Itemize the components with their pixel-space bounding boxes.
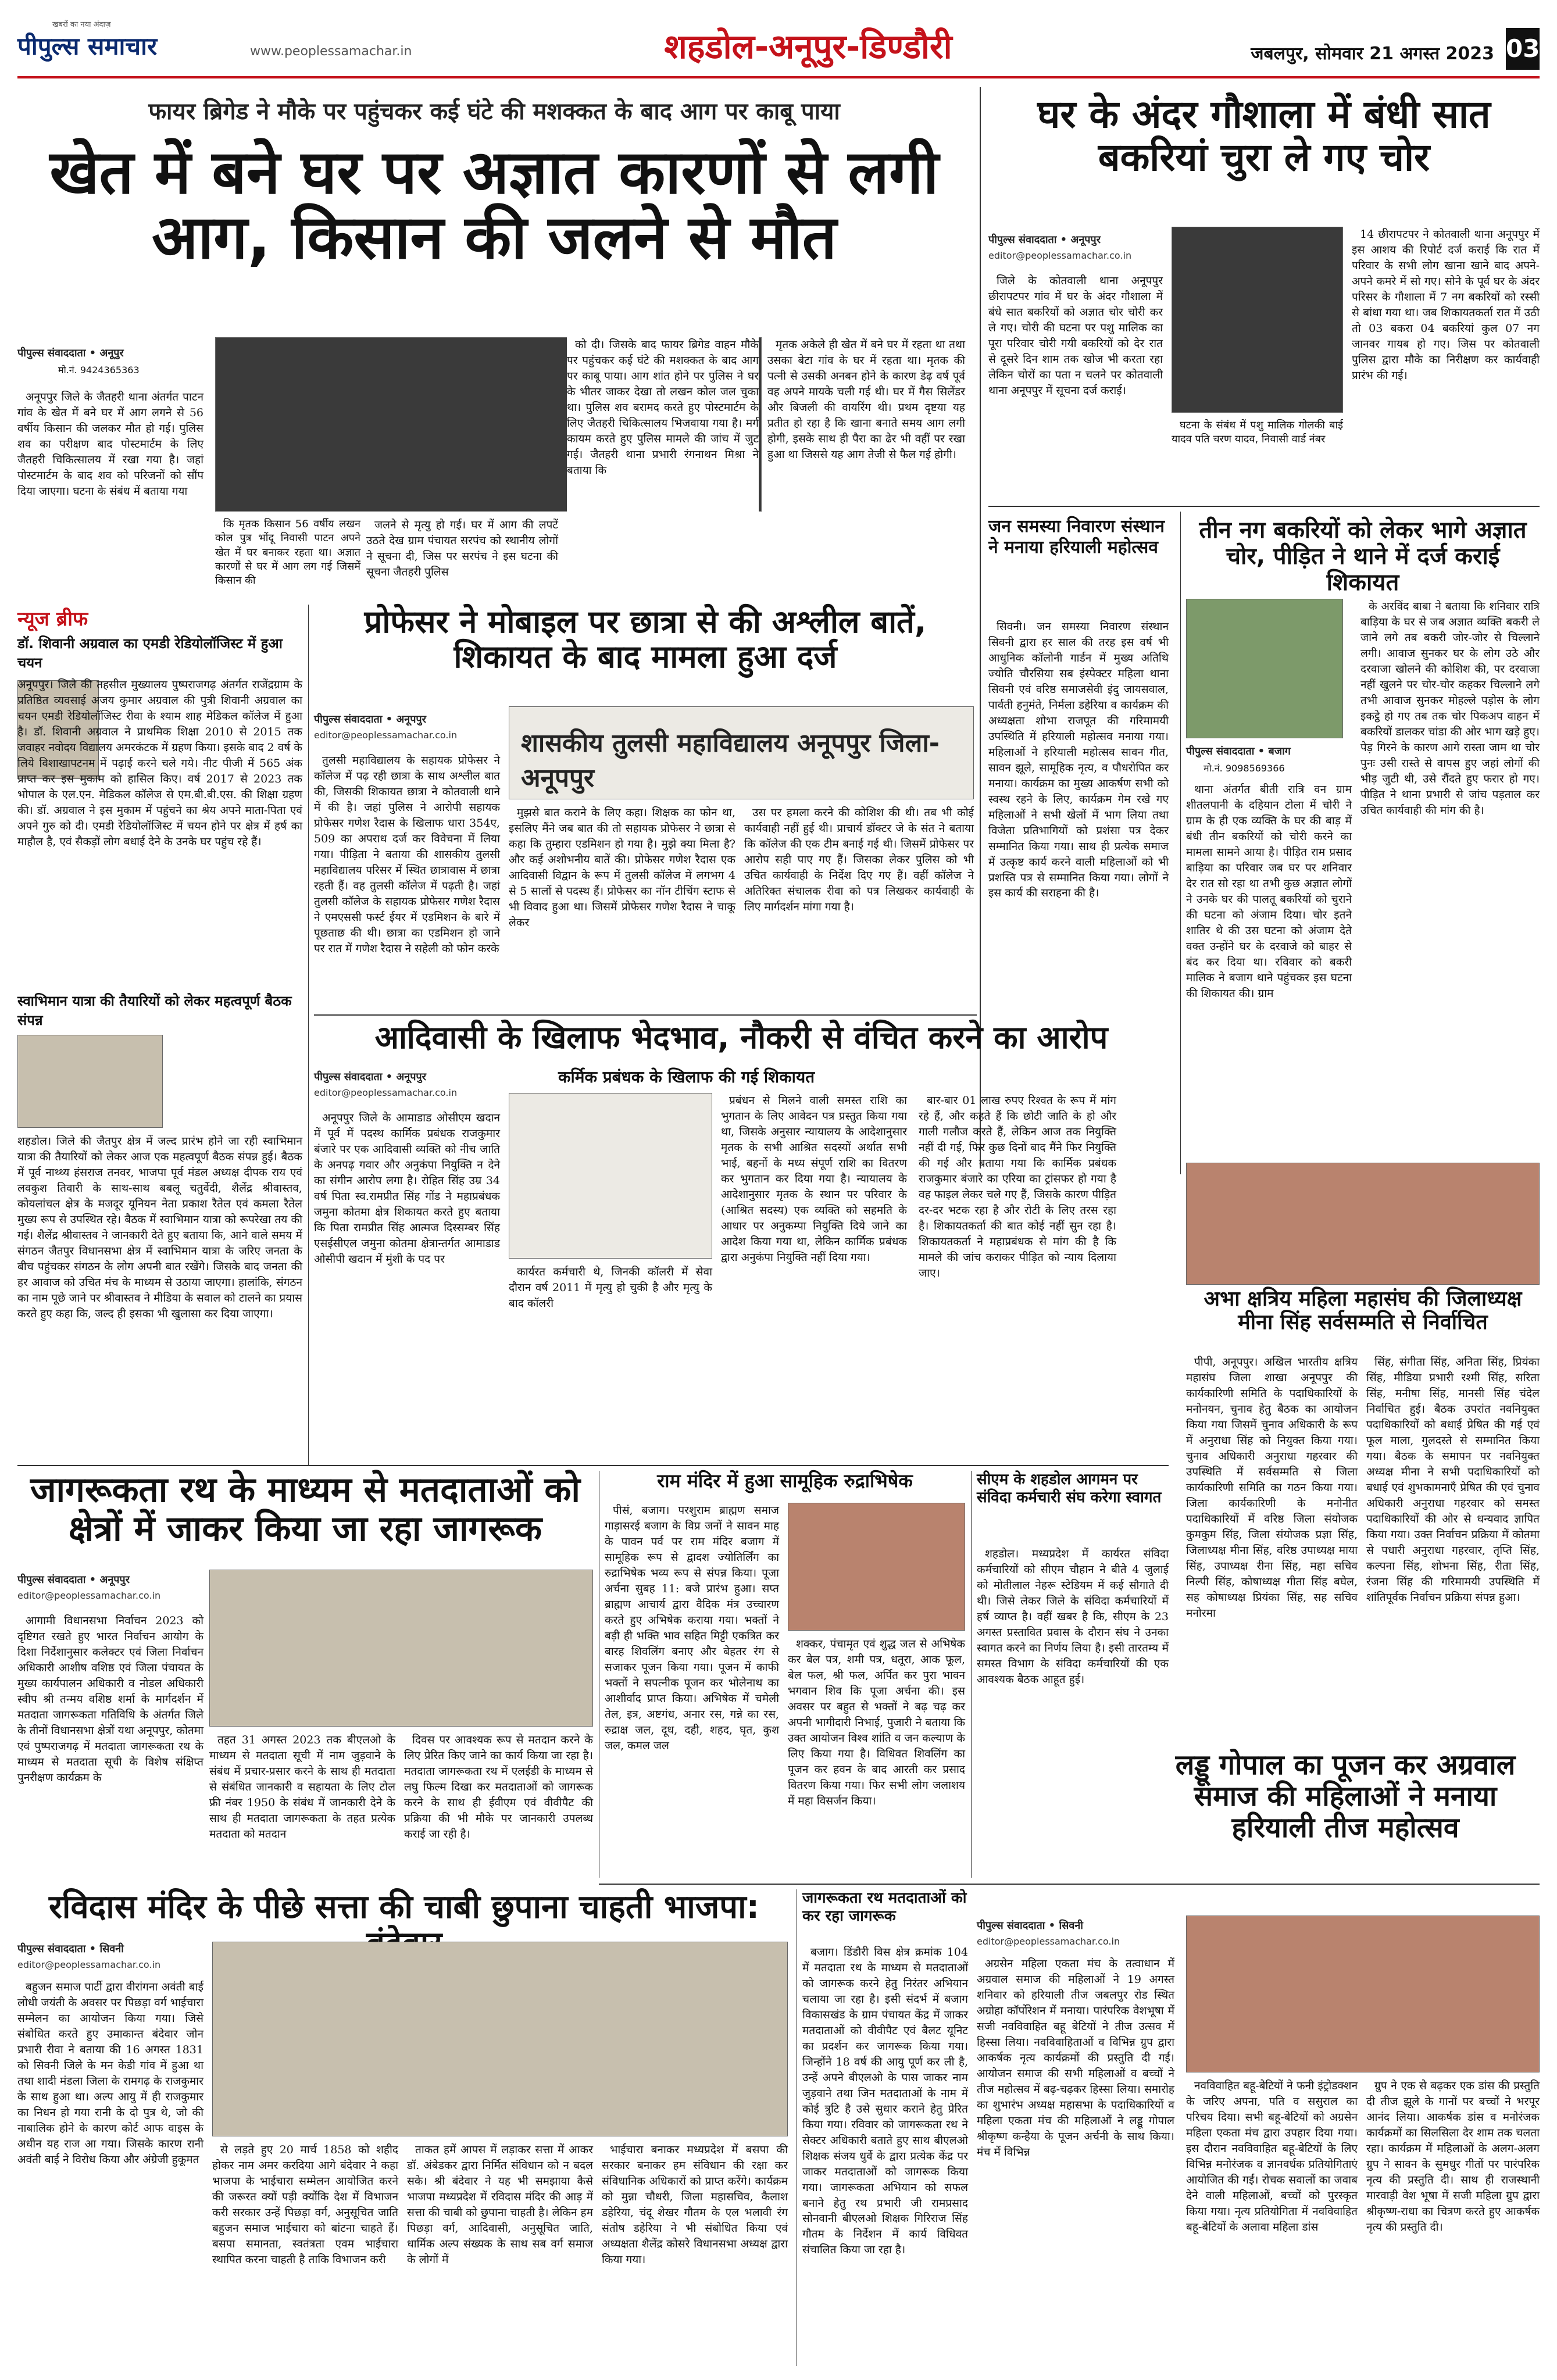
story1-col3: को दी। जिसके बाद फायर ब्रिगेड वाहन मौके पर पहुंचकर कई घंटे की मशक्कत के बाद आग पर काबू पाया। आग शांत होने पर पुलिस ने घर के भीतर जाकर देखा तो लखन कोल जल चुका था। पुलिस शव बरामद करते हुए पोस्टमार्टम के लिए जैतहरी चिकित्सालय भिजवाया गया है। मर्ग कायम करते हुए पुलिस मामले की जांच में जुट गई। जैतहरी थाना प्रभारी रंगनाथन मिश्रा ने बताया कि	[567, 337, 759, 587]
story6-col3: बार-बार 01 लाख रुपए रिश्वत के रूप में मांग रहे हैं, और कहते हैं कि छोटी जाति के हो और गाली गलौज करते हैं, लेकिन आज तक नियुक्ति नहीं दी गई, फिर कुछ दिनों बाद मैंने फिर नियुक्ति की गई और बताया गया कि कार्मिक प्रबंधक राजकुमार बंजारे का एरिया का ट्रांसफर हो गया है वह फाइल लेकर चले गए हैं, जिसके कारण पीड़ित दर-दर भटक रहा है और रोटी के लिए तरस रहा है। शिकायतकर्ता की बात कोई नहीं सुन रहा है। शिकायतकर्ता ने महाप्रबंधक से मांग की है कि मामले की जांच कराकर पीड़ित को न्याय दिलाया जाए।	[919, 1094, 1116, 1280]
news-brief	[17, 605, 302, 1465]
story13-headline: जागरूकता रथ मतदाताओं को कर रहा जागरूक	[802, 1889, 967, 1925]
story7-col1: पीपी, अनूपपुर। अखिल भारतीय क्षत्रिय महासंघ जिला शाखा अनूपपुर की कार्यकारिणी समिति के पदाधिकारियों के मनोनयन, चुनाव हेतु बैठक का आयोजन किया गया जिसमें चुनाव अधिकारी के रूप में अनुराधा सिंह को नियुक्त किया गया। चुनाव अधिकारी अनुराधा गहरवार की उपस्थिति में सर्वसम्मति से जिला कार्यकारिणी समिति का गठन किया गया। जिला कार्यकारिणी के मनोनीत पदाधिकारियों में वरिष्ठ जिला संयोजक कुमकुम सिंह, जिला संयोजक प्रज्ञा सिंह, जिलाध्यक्ष मीना सिंह, वरिष्ठ उपाध्यक्ष माया सिंह, उपाध्यक्ष रीना सिंह, महा सचिव निल्पी सिंह, कोषाध्यक्ष गीता सिंह बघेल, सह कोषाध्यक्ष प्रियंका सिंह, सह सचिव मनोरमा	[1186, 1356, 1358, 1620]
story7-col2: सिंह, संगीता सिंह, अनिता सिंह, प्रियंका सिंह, मीडिया प्रभारी रश्मी सिंह, सरिता सिंह, मनीषा सिंह, मानसी सिंह चंदेल निर्वाचित हुई। बैठक उपरांत नवनियुक्त पदाधिकारियों को बधाई प्रेषित की गई एवं फूल माला, गुलदस्ते से सम्मानित किया गया। बैठक के समापन पर नवनियुक्त अध्यक्ष मीना ने सभी पदाधिकारियों को बधाई एवं शुभकामनाएँ प्रेषित की एवं चुनाव अधिकारी अनुराधा गहरवार को समस्त पदाधिकारियों की ओर से धन्यवाद ज्ञापित किया गया। उक्त निर्वाचन प्रक्रिया में कोतमा से पधारी अनुराधा गहरवार, तृप्ति सिंह, कल्पना सिंह, शोभना सिंह, रीता सिंह, रंजना सिंह की गरिमामयी उपस्थिति में शांतिपूर्वक निर्वाचन प्रक्रिया संपन्न हुआ।	[1366, 1356, 1540, 1604]
story8-email: editor@peoplessamachar.co.in	[17, 1590, 161, 1601]
story11-col3: ग्रुप ने एक से बढ़कर एक डांस की प्रस्तुति दी तीज झूले के गानों पर बच्चों ने भरपूर आनंद लिया। आकर्षक डांस व मनोरंजक कार्यक्रमों का सिलसिला देर शाम तक चलता रहा। कार्यक्रम में महिलाओं के अलग-अलग ग्रुप ने सावन के सुमधुर गीतों पर पारंपरिक नृत्य की प्रस्तुति दी। साथ ही राजस्थानी मारवाड़ी वेश भूषा में सजी महिला ग्रुप द्वारा श्रीकृष्ण-राधा का चित्रण करते हुए आकर्षक नृत्य की प्रस्तुति दी।	[1366, 2079, 1540, 2234]
story8-col3: दिवस पर आवश्यक रूप से मतदान करने के लिए प्रेरित किए जाने का कार्य किया जा रहा है। मतदाता जागरूकता रथ में एलईडी के माध्यम से लघु फिल्म दिखा कर मतदाताओं को जागरूक करने के साथ ही ईवीएम एवं वीवीपैट की प्रक्रिया की भी मौके पर जानकारी उपलब्ध कराई जा रही है।	[404, 1734, 593, 1841]
story12-col3: ताकत हमें आपस में लड़ाकर सत्ता में आकर डॉ. अंबेडकर द्वारा निर्मित संविधान को न बदल सके। श्री बंदेवार ने यह भी समझाया कैसे भाजपा मध्यप्रदेश में रविदास मंदिर की आड़ में सत्ता की चाबी को छुपाना चाहती है। लेकिन हम पिछड़ा वर्ग, आदिवासी, अनुसूचित जाति, धार्मिक अल्प संख्यक के साथ सब वर्ग समाज के लोगों में	[407, 2143, 593, 2266]
story11-col1: अग्रसेन महिला एकता मंच के तत्वाधान में अग्रवाल समाज की महिलाओं ने 19 अगस्त शनिवार को हरियाली तीज जबलपुर रोड स्थित अग्रोहा कॉर्पोरेशन में मनाया। पारंपरिक वेशभूषा में सजी नवविवाहित बहू बेटियों ने तीज उत्सव में हिस्सा लिया। नवविवाहिताओं व विभिन्न ग्रुप द्वारा आकर्षक नृत्य कार्यक्रमों की प्रस्तुति दी गई। आयोजन समाज की सभी महिलाओं व बच्चों ने तीज महोत्सव में बढ़-चढ़कर हिस्सा लिया। समारोह का शुभारंभ अध्यक्ष महासभा के पदाधिकारियों व महिला एकता मंच की महिलाओं ने लड्डू गोपाल श्रीकृष्ण कन्हैया के पूजन अर्चनी के साथ किया। मंच में विभिन्न	[977, 1957, 1174, 2159]
story11-email: editor@peoplessamachar.co.in	[977, 1936, 1120, 1947]
story1-contact: मो.नं. 9424365363	[58, 364, 140, 376]
story-teej	[977, 1750, 1540, 2366]
story8-col2: तहत 31 अगस्त 2023 तक बीएलओ के माध्यम से मतदाता सूची में नाम जुड़वाने के संबंध में प्रचार-प्रसार करने के साथ ही मतदाता से संबंधित जानकारी व सहायता के लिए टोल फ्री नंबर 1950 के संबंध में जानकारी देने के साथ ही मतदाता जागरूकता के तहत प्रत्येक मतदाता को मतदान	[209, 1734, 395, 1841]
story-rath-bajag	[802, 1889, 971, 2366]
story12-byline: पीपुल्स संवाददाता • सिवनी	[17, 1943, 124, 1955]
story2-email: editor@peoplessamachar.co.in	[988, 250, 1132, 261]
story9-headline: राम मंदिर में हुआ सामूहिक रुद्राभिषेक	[657, 1470, 913, 1492]
story2-body2: 14 छीरापटपर ने कोतवाली थाना अनूपपुर में इस आशय की रिपोर्ट दर्ज कराई कि रात में परिवार के सभी लोग खाना खाने बाद अपने-अपने कमरे में सो गए। सोने के पूर्व घर के अंदर परिसर के गौशाला में 7 नग बकरियों को रस्सी से बांधा गया था। जब शिकायतकर्ता रात में उठी तो 03 बकरा 04 बकरियां कुल 07 नग जानवर गायब हो गए। जिस पर कोतवाली पुलिस द्वारा मौके का निरीक्षण कर कार्यवाही प्रारंभ की गई।	[1352, 228, 1540, 382]
story11-col2: नवविवाहित बहू-बेटियों ने फनी इंट्रोडक्शन के जरिए अपना, पति व ससुराल का परिचय दिया। सभी बहू-बेटियों को अग्रसेन महिला एकता मंच द्वारा उपहार दिया गया। इस दौरान नवविवाहित बहू-बेटियों के लिए विभिन्न मनोरंजक व ज्ञानवर्धक प्रतियोगिताएं आयोजित की गईं। रोचक सवालों का जवाब देने वाली महिलाओं, बच्चों को पुरस्कृत किया गया। नृत्य प्रतियोगिता में नवविवाहित बहू-बेटियों के अलावा महिला डांस	[1186, 2079, 1358, 2234]
story12-col1: बहुजन समाज पार्टी द्वारा वीरांगना अवंती बाई लोधी जयंती के अवसर पर पिछड़ा वर्ग भाईचारा सम्मेलन का आयोजन किया गया। जिसे संबोधित करते हुए उमाकान्त बंदेवार जोन प्रभारी रीवा ने बताया की 16 अगस्त 1831 को सिवनी जिले के मन केडी गांव में हुआ था तथा शादी मंडला जिला के रामगढ़ के राजकुमार के साथ हुआ था। अल्प आयु में ही राजकुमार का निधन हो गया रानी के दो पुत्र थे, जो की नाबालिक होने के कारण कोर्ट आफ वाइस के अधीन यह राज आ गया। जिसके कारण रानी अवंती बाई ने विरोध किया और अंग्रेजी हुकूमत	[17, 1981, 203, 2166]
story6-email: editor@peoplessamachar.co.in	[314, 1087, 458, 1098]
story5-col3: उस पर हमला करने की कोशिश की थी। तब भी कोई कार्यवाही नहीं हुई थी। प्राचार्य डॉक्टर जे के संत ने बताया कि कॉलेज की एक टीम बनाई गई थी। जिसमें प्रोफेसर पर आरोप सही पाए गए हैं। जिसका लेकर पुलिस को भी उचित कार्यवाही के निर्देश दिए गए हैं। वहीं कॉलेज ने अतिरिक्त संचालक रीवा को पत्र लिखकर कार्यवाही के लिए मार्गदर्शन मांगा गया है।	[744, 806, 974, 913]
story-awareness-rath	[17, 1471, 593, 1878]
brief-item1-head: डॉ. शिवानी अग्रवाल का एमडी रेडियोलॉजिस्ट में हुआ चयन	[17, 635, 283, 671]
story-ravidas	[17, 1889, 791, 2366]
masthead	[17, 20, 1540, 78]
story5-col2: मुझसे बात कराने के लिए कहा। शिक्षक का फोन था, इसलिए मैंने जब बात की तो सहायक प्रोफेसर ने छात्रा से कहा कि तुम्हारा एडमिशन हो गया है। मुझे क्या मिला है? और कई अशोभनीय बातें की। प्रोफेसर गणेश रैदास एक आदिवासी विद्वान के रूप में तुलसी कॉलेज में लगभग 4 से 5 सालों से पदस्थ हैं। प्रोफेसर का नॉन टीचिंग स्टाफ से भी विवाद हुआ था। जिसमें प्रोफेसर गणेश रैदास ने चाकू लेकर	[509, 806, 735, 929]
story8-headline: जागरूकता रथ के माध्यम से मतदाताओं को क्षेत्रों में जाकर किया जा रहा जागरूक	[30, 1470, 580, 1550]
story6-byline: पीपुल्स संवाददाता • अनूपपुर	[314, 1071, 427, 1083]
story10-body: शहडोल। मध्यप्रदेश में कार्यरत संविदा कर्मचारियों को सीएम चौहान ने बीते 4 जुलाई को मोतीलाल नेहरू स्टेडियम में कई सौगाते दी थी। जिसे लेकर जिले के संविदा कर्मचारियों में हर्ष व्याप्त है। वहीं खबर है कि, सीएम के 23 अगस्त प्रस्तावित प्रवास के दौरान संघ ने उनका स्वागत करने का निर्णय लिया है। इसी तारतम्य में समस्त विभाग के संविदा कर्मचारियों की एक आवश्यक बैठक आहूत हुई।	[977, 1548, 1169, 1686]
story-ram-mandir	[605, 1471, 965, 1878]
brand-name: पीपुल्स समाचार	[17, 32, 158, 60]
story6-photo	[509, 1093, 712, 1259]
story5-byline: पीपुल्स संवाददाता • अनूपपुर	[314, 713, 427, 726]
story12-email: editor@peoplessamachar.co.in	[17, 1959, 161, 1970]
story6-caption: कार्यरत कर्मचारी थे, जिनकी कॉलरी में सेवा दौरान वर्ष 2011 में मृत्यु हो चुकी है और मृत्यु के बाद कॉलरी	[509, 1266, 712, 1310]
story4-photo	[1186, 599, 1343, 738]
story12-photo	[212, 1942, 788, 2136]
story4-col2: के अरविंद बाबा ने बताया कि शनिवार रात्रि बाड़िया के घर से जब अज्ञात व्यक्ति बकरी ले जाने लगे तब बकरी जोर-जोर से चिल्लाने लगी। आवाज सुनकर घर के लोग उठे और दरवाजा खोलने की कोशिश की, पर दरवाजा नहीं खुलने पर चोर-चोर कहकर चिल्लाने लगे तभी आवाज सुनकर मोहल्ले पड़ोस के लोग इकट्ठे हो गए तब तक चोर पिकअप वाहन में बकरियों डालकर चांडा की ओर भाग खड़े हुए। पेड़ गिरने के कारण आगे रास्ता जाम था चोर पुनः उसी रास्ते से वापस हुए जहां लोगों की भीड़ जुटी थी, उसे रौंदते हुए फरार हो गए। पीड़ित ने थाना प्रभारी से जांच पड़ताल कर उचित कार्यवाही की मांग की है।	[1360, 600, 1540, 817]
story-adivasi	[314, 1020, 1169, 1456]
story4-byline: पीपुल्स संवाददाता • बजाग	[1186, 745, 1291, 757]
story-fire	[17, 87, 971, 593]
brief-item2-photo	[17, 1035, 163, 1128]
story5-photo	[509, 706, 974, 799]
story7-headline: अभा क्षत्रिय महिला महासंघ की जिलाध्यक्ष मीना सिंह सर्वसम्मति से निर्वाचित	[1204, 1287, 1522, 1335]
dateline: जबलपुर, सोमवार 21 अगस्त 2023	[1251, 44, 1494, 64]
story5-col1: तुलसी महाविद्यालय के सहायक प्रोफेसर ने कॉलेज में पढ़ रही छात्रा के साथ अश्लील बात की, जिसकी शिकायत छात्रा ने कोतवाली थाने में की है। जहां पुलिस ने आरोपी सहायक प्रोफेसर गणेश रैदास के खिलाफ धारा 354ए, 509 का अपराध दर्ज कर विवेचना में लिया गया। पीड़िता ने बताया की शासकीय तुलसी महाविद्यालय परिसर में स्थित छात्रावास में छात्रा रहती हैं। वह तुलसी कॉलेज में पढ़ती है। जहां तुलसी कॉलेज के सहायक प्रोफेसर गणेश रैदास ने एमएससी फर्स्ट ईयर में एडमिशन के बारे में पूछताछ की थी। छात्रा का एडमिशन हो जाने पर रात में गणेश रैदास ने सहेली को फोन करके	[314, 754, 501, 955]
story12-col2: से लड़ते हुए 20 मार्च 1858 को शहीद होकर नाम अमर करदिया आगे बंदेवार ने कहा भाजपा के भाईचारा सम्मेलन आयोजित करने की जरूरत क्यों पड़ी क्योंकि देश में विभाजन करी सरकार उन्हें पिछड़ा वर्ग, अनुसूचित जाति बहुजन समाज भाईचारा को बांटना चाहते हैं। बसपा समानता, स्वतंत्रता एवम भाईचारा स्थापित करना चाहती है ताकि विभाजन करी	[212, 2143, 398, 2266]
story3-headline: जन समस्या निवारण संस्थान ने मनाया हरियाली महोत्सव	[988, 516, 1165, 558]
story9-photo	[788, 1503, 965, 1631]
page-number: 03	[1506, 28, 1540, 70]
story10-headline: सीएम के शहडोल आगमन पर संविदा कर्मचारी संघ करेगा स्वागत	[977, 1471, 1162, 1507]
story11-headline: लड्डू गोपाल का पूजन कर अग्रवाल समाज की महिलाओं ने मनाया हरियाली तीज महोत्सव	[1175, 1749, 1516, 1844]
story8-byline: पीपुल्स संवाददाता • अनूपपुर	[17, 1574, 130, 1586]
story6-col1: अनूपपुर जिले के आमाडाड ओसीएम खदान में पूर्व में पदस्थ कार्मिक प्रबंधक राजकुमार बंजारे पर एक आदिवासी व्यक्ति को नीच जाति के अनपढ़ गवार और अनुकंपा नियुक्ति न देने का संगीन आरोप लगा है। रोहित सिंह उम्र 34 वर्ष पिता स्व.रामप्रीत सिंह गोंड ने महाप्रबंधक जमुना कोतमा क्षेत्र शिकायत करते हुए बताया कि पिता रामप्रीत सिंह आत्मज दिस्सम्बर सिंह एसईसीएल जमुना कोतमा क्षेत्रान्तर्गत आमाडाड ओसीपी खदान में मुंशी के पद पर	[314, 1112, 500, 1266]
story6-headline: आदिवासी के खिलाफ भेदभाव, नौकरी से वंचित करने का आरोप	[374, 1019, 1108, 1056]
brand-tagline: खबरों का नया अंदाज़	[52, 20, 111, 29]
story-goats-stolen	[988, 87, 1540, 500]
brand-logo	[17, 20, 209, 64]
story6-subhead: कर्मिक प्रबंधक के खिलाफ की गई शिकायत	[558, 1067, 815, 1087]
story-three-goats	[1186, 512, 1540, 1157]
story5-headline: प्रोफेसर ने मोबाइल पर छात्रा से की अश्लील बातें, शिकायत के बाद मामला हुआ दर्ज	[364, 603, 927, 676]
story12-col4: भाईचारा बनाकर मध्यप्रदेश में बसपा की सरकार बनाकर हम संविधान की रक्षा कर संविधानिक अधिकारों को प्राप्त करेंगे। कार्यक्रम को मुन्ना चौधरी, जिला महासचिव, कैलाश डहेरिया, चंदू शेखर गौतम के एल भलावी रंग संतोष डहेरिया ने भी संबोधित किया एवं अध्यक्षता शैलेंद्र कोसरे विधानसभा अध्यक्ष द्वारा किया गया।	[602, 2143, 788, 2266]
story8-photo	[209, 1570, 593, 1727]
story8-col1: आगामी विधानसभा निर्वाचन 2023 को दृष्टिगत रखते हुए भारत निर्वाचन आयोग के दिशा निर्देशानुसार कलेक्टर एवं जिला निर्वाचन अधिकारी आशीष वशिष्ठ एवं जिला पंचायत के मुख्य कार्यपालन अधिकारी व नोडल अधिकारी स्वीप श्री तन्मय वशिष्ठ शर्मा के मार्गदर्शन में मतदाता जागरूकता गतिविधि के अंतर्गत जिले के तीनों विधानसभा क्षेत्रों यथा अनूपपुर, कोतमा एवं पुष्पराजगढ़ में मतदाता जागरूकता रथ के माध्यम से मतदाता सूची के विशेष संक्षिप्त पुनरीक्षण कार्यक्रम के	[17, 1614, 204, 1784]
story5-email: editor@peoplessamachar.co.in	[314, 730, 458, 741]
story-kshatriya	[1186, 1163, 1540, 1744]
story1-caption: कि मृतक किसान 56 वर्षीय लखन कोल पुत्र भोंदू निवासी पाटन अपने खेत में घर बनाकर रहता था। अज्ञात कारणों से घर में आग लग गई जिसमें किसान की	[215, 518, 360, 587]
brief-item2-body: शहडोल। जिले की जैतपुर क्षेत्र में जल्द प्रारंभ होने जा रही स्वाभिमान यात्रा की तैयारियों को लेकर आज एक महत्वपूर्ण बैठक संपन्न हुई। बैठक में पूर्व नाथ्थ्य हंसराज तनवर, भाजपा पूर्व मंडल अध्यक्ष दीपक राय एवं लवकुश तिवारी के साथ-साथ बबलू चतुर्वेदी, शैलेंद्र श्रीवास्तव, कोयलांचल क्षेत्र के मजदूर यूनियन नेता प्रकाश रैतेल एवं कमला रैतेल मुख्य रूप से उपस्थित रहे। बैठक में स्वाभिमान यात्रा को रूपरेखा तय की गई। शैलेंद्र श्रीवास्तव ने जानकारी देते हुए बताया कि, आने वाले समय में संगठन जैतपुर विधानसभा क्षेत्र में स्वाभिमान यात्रा के जरिए जनता के बीच पहुंचकर संगठन के लोग अपनी बात रखेंगे। जिसके बाद जनता की हर आवाज को उचित मंच के माध्यम से उठाया जाएगा। हालांकि, संगठन का नाम पूछे जाने पर श्रीवास्तव ने मीडिया के सवाल को टालने का प्रयास करते हुए कहा कि, जल्द ही इसका भी खुलासा कर दिया जाएगा।	[17, 1135, 302, 1320]
story2-headline: घर के अंदर गौशाला में बंधी सात बकरियां चुरा ले गए चोर	[1037, 92, 1491, 180]
story1-col1: अनूपपुर जिले के जैतहरी थाना अंतर्गत पाटन गांव के खेत में बने घर में आग लगने से 56 वर्षीय किसान की जलकर मौत हो गई। पुलिस शव का परीक्षण बाद पोस्टमार्टम के लिए जैतहरी चिकित्सालय में रखा गया है। जहां पोस्टमार्टम के बाद शव को परिजनों को सौंप दिया जाएगा। घटना के संबंध में बताया गया	[17, 391, 203, 498]
story1-col4: मृतक अकेले ही खेत में बने घर में रहता था तथा उसका बेटा गांव के घर में रहता था। मृतक की पत्नी से उसकी अनबन होने के कारण डेढ़ वर्ष पूर्व वह अपने मायके चली गई थी। घर में गैस सिलेंडर और बिजली की वायरिंग थी। प्रथम दृष्टया यह प्रतीत हो रहा है कि खाना बनाते समय आग लगी होगी, इसके साथ ही पैरा का ढेर भी वहीं पर रखा हुआ था जिससे यह आग तेजी से फैल गई होगी।	[767, 338, 965, 461]
story2-body: जिले के कोतवाली थाना अनूपपुर छीरापटपर गांव में घर के अंदर गौशाला में बंधे सात बकरियों को अज्ञात चोर चोरी कर ले गए। चोरी की घटना पर पशु मालिक का पूरा परिवार चोरी गयी बकरियों को देर रात से दूसरे दिन शाम तक खोज भी करता रहा लेकिन चोरों का पता न चलने पर कोतवाली थाना अनूपपुर में सूचना दर्ज कराई।	[988, 274, 1163, 397]
brief-label: न्यूज ब्रीफ	[17, 607, 88, 631]
story1-kicker: फायर ब्रिगेड ने मौके पर पहुंचकर कई घंटे की मशक्कत के बाद आग पर काबू पाया	[148, 98, 840, 125]
story9-col2: शक्कर, पंचामृत एवं शुद्ध जल से अभिषेक कर बेल पत्र, शमी पत्र, धतूरा, आक फूल, बेल फल, श्री फल, अर्पित कर पुरा भावन भगवान शिव कि पूजा अर्चना की। इस अवसर पर बहुत से भक्तों ने बढ़ चढ़ कर अपनी भागीदारी निभाई, पुजारी ने बताया कि उक्त आयोजन विश्व शांति व जन कल्याण के लिए किया गया है। विधिवत शिवलिंग का पूजन कर हवन के बाद आरती कर प्रसाद वितरण किया गया। फिर सभी लोग जलाशय में महा विसर्जन किया।	[788, 1638, 965, 1807]
story3-body: सिवनी। जन समस्या निवारण संस्थान सिवनी द्वारा हर साल की तरह इस वर्ष भी आधुनिक कॉलोनी गार्डन में मुख्य अतिथि ज्योति चौरसिया सब इंस्पेक्टर महिला थाना सिवनी एवं वरिष्ठ समाजसेवी इंदु जायसवाल, पार्वती हनुमंते, निर्मला डहेरिया व कार्यक्रम की अध्यक्षता शोभा राजपूत की गरिमामयी उपस्थिति में हरियाली महोत्सव मनाया गया। महिलाओं ने हरियाली महोत्सव सावन गीत, सावन झूले, सामूहिक नृत्य, व पौधरोपित कर मनाया। कार्यक्रम का मुख्य आकर्षण सभी को स्वस्थ रहने के लिए, कार्यक्रम गेम रखे गए महिलाओं ने सभी खेलों में भाग लिया तथा विजेता प्रतिभागियों को प्रशंसा पत्र देकर सम्मानित किया गया। साथ ही प्रत्येक समाज में उत्कृष्ट कार्य करने वाली महिलाओं को भी प्रशस्ति पत्र से सम्मानित किया गया। लोगों ने इस कार्य की सराहना की है।	[988, 620, 1169, 900]
story2-photo	[1172, 227, 1343, 413]
brief-item1-body: अनूपपुर। जिले की तहसील मुख्यालय पुष्पराजगढ़ अंतर्गत राजेंद्रग्राम के प्रतिष्ठित व्यवसाई अजय कुमार अग्रवाल की पुत्री शिवानी अग्रवाल का चयन एमडी रेडियोलॉजिस्ट रीवा के श्याम शाह मेडिकल कॉलेज में हुआ है। डॉ. शिवानी अग्रवाल ने प्राथमिक शिक्षा 2010 से 2015 तक जवाहर नवोदय विद्यालय अमरकंटक में ग्रहण किया। इसके बाद 2 वर्ष के लिये विशाखापटनम में पढ़ाई करने चले गये। नीट पीजी में 565 अंक प्राप्त कर इस मुकाम को हासिल किए। वर्ष 2017 से 2023 तक भोपाल के एल.एन. मेडिकल कॉलेज से एम.बी.बी.एस. की शिक्षा ग्रहण की। डॉ. अग्रवाल ने इस मुकाम में पहुंचने का श्रेय अपने माता-पिता एवं अपने गुरु को दी। एमडी रेडियोलॉजिस्ट में चयन होने पर क्षेत्र में हर्ष का माहौल है, एवं सैकड़ों लोग बधाई देने के उनके घर पहुंच रहे हैं।	[17, 678, 302, 848]
story4-col1: थाना अंतर्गत बीती रात्रि वन ग्राम शीतलपानी के दहियान टोला में चोरी ने ग्राम के ही एक व्यक्ति के घर की बाड़ में बंधी तीन बकरियों को चोरी करने का मामला सामने आया है। पीड़ित राम प्रसाद बाड़िया का परिवार जब घर पर शनिवार देर रात सो रहा था तभी कुछ अज्ञात लोगों ने उनके घर की पालतू बकरियों को चुराने की घटना को अंजाम दिया। चोर इतने शातिर थे की उस घटना को अंजाम देते वक्त उन्होंने घर के दरवाजे को बाहर से बंद कर दिया था। रविवार को बकरी मालिक ने बजाग थाने पहुंचकर इस घटना की शिकायत की। ग्राम	[1186, 783, 1352, 1000]
story13-body: बजाग। डिंडौरी विस क्षेत्र क्रमांक 104 में मतदाता रथ के माध्यम से मतदाताओं को जागरूक करने हेतु निरंतर अभियान चलाया जा रहा है। इसी संदर्भ में बजाग विकासखंड के ग्राम पंचायत केंद्र में जाकर मतदाताओं को वीवीपैट एवं बैलट यूनिट का प्रदर्शन कर जागरूक किया गया। जिन्होंने 18 वर्ष की आयु पूर्ण कर ली है, उन्हें अपने बीएलओ के पास जाकर नाम जुड़वाने तथा जिन मतदाताओं के नाम में कोई त्रुटि है उसे सुधार कराने हेतु प्रेरित किया गया। रविवार को जागरूकता रथ ने सेक्टर अधिकारी बताते हुए साथ बीएलओ शिक्षक संजय धुर्वे के द्वारा प्रत्येक केंद्र पर जाकर मतदाताओं को जागरूक किया गया। जागरूकता अभियान को सफल बनाने हेतु रथ प्रभारी जी रामप्रसाद सोनवानी बीएलओ शिक्षक गिरिराज सिंह गौतम के निर्देशन में कार्य विधिवत संचालित किया जा रहा है।	[802, 1946, 968, 2257]
story1-byline: पीपुल्स संवाददाता • अनूपुर	[17, 347, 124, 359]
story12-headline: रविदास मंदिर के पीछे सत्ता की चाबी छुपाना चाहती भाजपा:	[49, 1888, 759, 1926]
story1-headline: खेत में बने घर पर अज्ञात कारणों से लगी आग, किसान की जलने से मौत	[49, 137, 939, 273]
story2-caption: घटना के संबंध में पशु मालिक गोलकी बाई यादव पति चरण यादव, निवासी वार्ड नंबर	[1172, 419, 1343, 494]
story6-col2: प्रबंधन से मिलने वाली समस्त राशि का भुगतान के लिए आवेदन पत्र प्रस्तुत किया गया था, जिसके अनुसार न्यायालय के आदेशानुसार मृतक के सभी आश्रित सदस्यों अर्थात सभी भाई, बहनों के मध्य संपूर्ण राशि का वितरण कर भुगतान कर दिया गया है। न्यायालय के आदेशानुसार मृतक के स्थान पर परिवार के (आश्रित सदस्य) एक व्यक्ति को सहमति के आधार पर अनुकम्पा नियुक्ति दिये जाने का आदेश किया गया था, लेकिन कार्मिक प्रबंधक द्वारा अनुकंपा नियुक्ति नहीं दिया गया।	[721, 1094, 907, 1264]
story4-contact: मो.नं. 9098569366	[1204, 763, 1285, 774]
story1-col2: जलने से मृत्यु हो गई। घर में आग की लपटें उठते देख ग्राम पंचायत सरपंच को स्थानीय लोगों ने सूचना दी, जिस पर सरपंच ने इस घटना की सूचना जैतहरी पुलिस	[366, 519, 558, 578]
story7-photo	[1186, 1163, 1540, 1285]
college-sign: शासकीय तुलसी महाविद्यालय अनूपपुर जिला-अनूपपुर	[521, 728, 940, 793]
story9-body: पीसं, बजाग। परशुराम ब्राह्मण समाज गाड़ासरई बजाग के विप्र जनों ने सावन माह के पावन पर्व पर राम मंदिर बजाग में सामूहिक रूप से द्वादश ज्योतिर्लिंग का रुद्राभिषेक भव्य रूप से संपन्न किया। पूजा अर्चना सुबह 11: बजे प्रारंभ हुआ। सप्त ब्राह्मण आचार्य द्वारा वैदिक मंत्र उच्चारण करते हुए अभिषेक कराया गया। भक्तों ने बड़ी ही भक्ति भाव सहित मिट्टी एकत्रित कर बारह शिवलिंग बनाए और बेहतर रंग से सजाकर पूजन किया गया। पूजन में काफी भक्तों ने सपत्नीक पूजन कर भोलेनाथ का आशीर्वाद प्राप्त किया। अभिषेक में चमेली तेल, इत्र, अष्टगंध, अनार रस, गन्ने का रस, रुद्राक्ष जल, दूध, दही, शहद, घृत, कुश जल, कमल जल	[605, 1504, 779, 1752]
website[interactable]: www.peoplessamachar.in	[250, 44, 412, 59]
story11-byline: पीपुल्स संवाददाता • सिवनी	[977, 1920, 1083, 1932]
brief-item2-head: स्वाभिमान यात्रा की तैयारियों को लेकर महत्वपूर्ण बैठक संपन्न	[17, 991, 302, 1030]
story11-photo	[1186, 1916, 1540, 2072]
story4-headline: तीन नग बकरियों को लेकर भागे अज्ञात चोर, पीड़ित ने थाने में दर्ज कराई शिकायत	[1199, 517, 1527, 596]
story2-byline: पीपुल्स संवाददाता • अनूपपुर	[988, 234, 1101, 246]
section-title: शहडोल-अनूपुर-डिण्डौरी	[664, 27, 952, 66]
story-professor	[314, 605, 977, 1006]
